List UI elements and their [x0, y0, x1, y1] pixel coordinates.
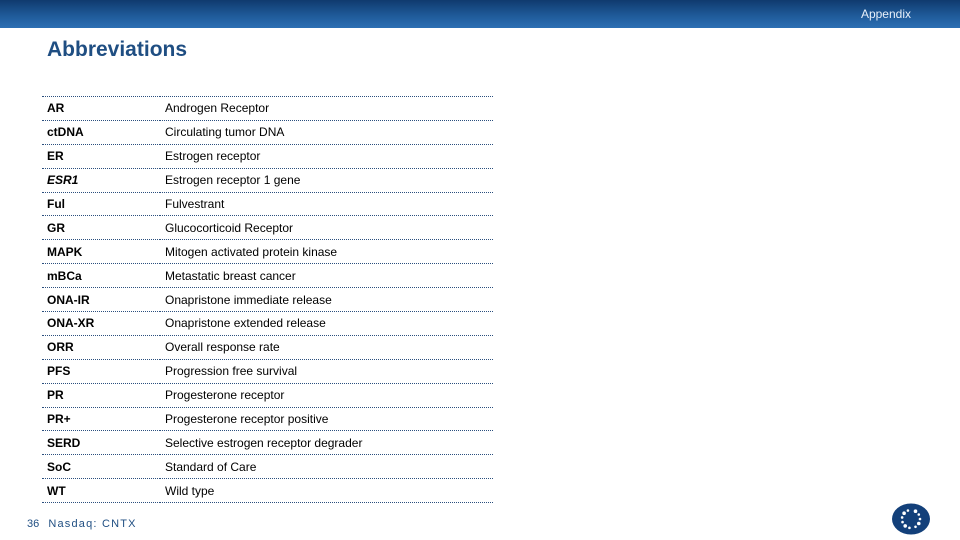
abbreviation-row — [42, 168, 493, 192]
abbreviation-row — [42, 288, 493, 312]
page-number: 36 — [27, 518, 40, 530]
abbreviation-term: ONA-IR — [42, 288, 160, 312]
abbreviation-row — [42, 216, 493, 240]
abbreviation-term: mBCa — [42, 264, 160, 288]
abbreviation-definition: Mitogen activated protein kinase — [160, 240, 493, 264]
abbreviation-row — [42, 312, 493, 336]
abbreviation-definition: Fulvestrant — [160, 192, 493, 216]
abbreviation-row — [42, 240, 493, 264]
stock-ticker: Nasdaq: CNTX — [48, 518, 137, 530]
abbreviation-term: SoC — [42, 455, 160, 479]
abbreviation-definition: Onapristone immediate release — [160, 288, 493, 312]
abbreviation-term: PFS — [42, 359, 160, 383]
abbreviation-row — [42, 479, 493, 503]
abbreviation-term: ORR — [42, 335, 160, 359]
abbreviation-definition: Estrogen receptor 1 gene — [160, 168, 493, 192]
section-label: Appendix — [860, 7, 911, 21]
abbreviation-term: Ful — [42, 192, 160, 216]
abbreviation-term: PR+ — [42, 407, 160, 431]
abbreviation-term: AR — [42, 97, 160, 121]
abbreviation-term: PR — [42, 383, 160, 407]
abbreviation-row — [42, 97, 493, 121]
header-bar — [0, 0, 960, 28]
abbreviation-definition: Circulating tumor DNA — [160, 120, 493, 144]
abbreviation-definition: Progression free survival — [160, 359, 493, 383]
abbreviation-definition: Wild type — [160, 479, 493, 503]
abbreviation-term: ctDNA — [42, 120, 160, 144]
abbreviation-definition: Overall response rate — [160, 335, 493, 359]
abbreviation-term: SERD — [42, 431, 160, 455]
abbreviation-definition: Standard of Care — [160, 455, 493, 479]
abbreviation-term: ESR1 — [42, 168, 160, 192]
abbreviation-definition: Androgen Receptor — [160, 97, 493, 121]
abbreviation-term: MAPK — [42, 240, 160, 264]
abbreviation-row — [42, 264, 493, 288]
abbreviation-definition: Estrogen receptor — [160, 144, 493, 168]
abbreviation-definition: Metastatic breast cancer — [160, 264, 493, 288]
abbreviation-row — [42, 455, 493, 479]
abbreviation-definition: Progesterone receptor positive — [160, 407, 493, 431]
abbreviation-row — [42, 144, 493, 168]
abbreviations-table-body — [42, 97, 493, 503]
abbreviation-term: ER — [42, 144, 160, 168]
abbreviation-term: WT — [42, 479, 160, 503]
abbreviation-definition: Progesterone receptor — [160, 383, 493, 407]
abbreviation-row — [42, 431, 493, 455]
abbreviation-row — [42, 192, 493, 216]
abbreviations-table — [42, 96, 493, 503]
abbreviation-row — [42, 335, 493, 359]
page-title: Abbreviations — [47, 38, 188, 61]
abbreviation-term: GR — [42, 216, 160, 240]
abbreviation-row — [42, 359, 493, 383]
abbreviation-definition: Glucocorticoid Receptor — [160, 216, 493, 240]
abbreviation-row — [42, 120, 493, 144]
abbreviation-definition: Onapristone extended release — [160, 312, 493, 336]
company-logo-icon — [891, 503, 931, 535]
abbreviation-term: ONA-XR — [42, 312, 160, 336]
abbreviation-definition: Selective estrogen receptor degrader — [160, 431, 493, 455]
abbreviation-row — [42, 383, 493, 407]
footer — [27, 518, 137, 530]
abbreviation-row — [42, 407, 493, 431]
